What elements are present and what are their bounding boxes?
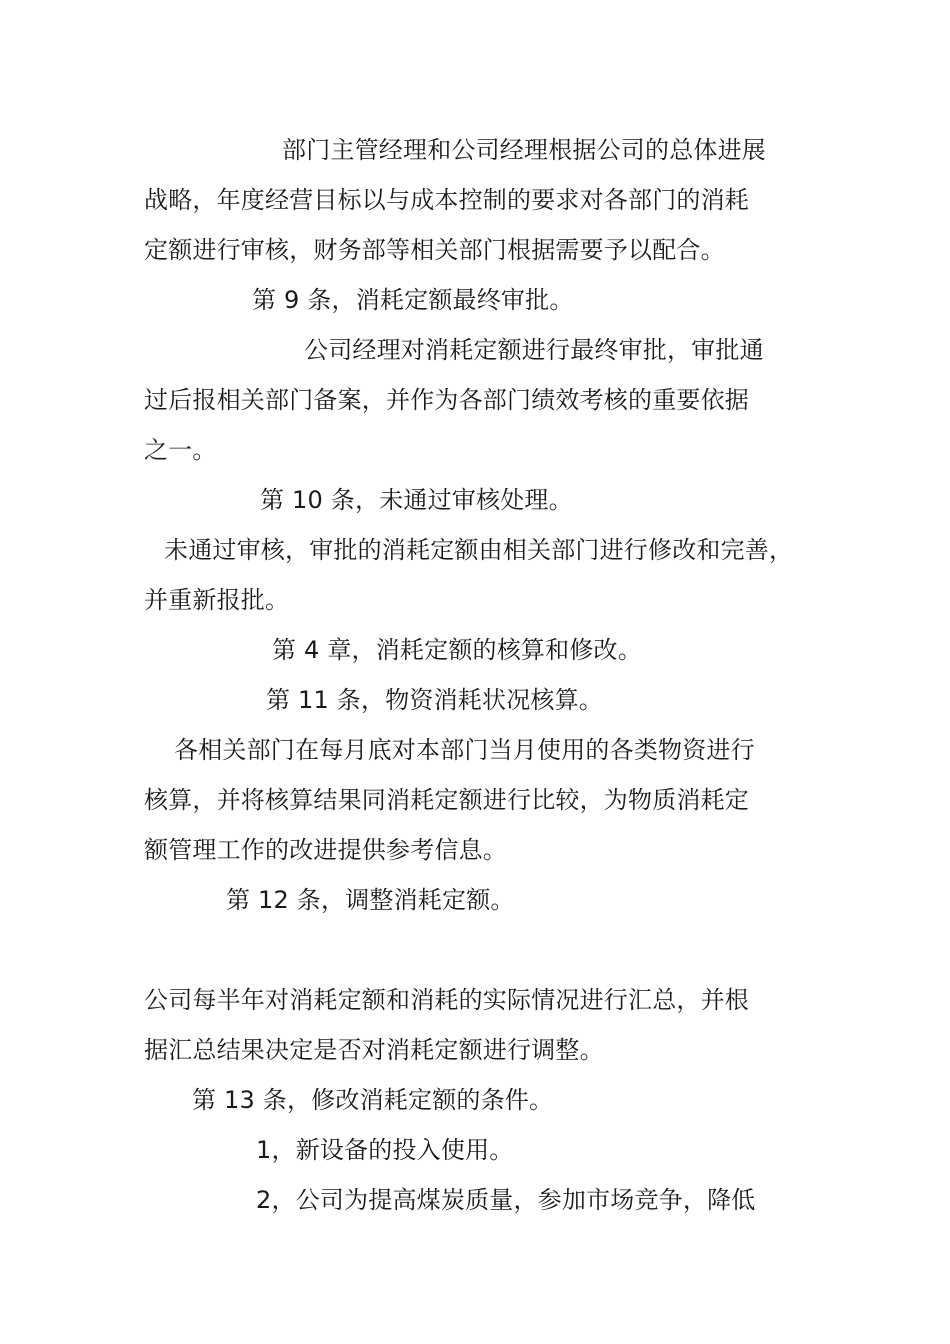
paragraph-line: 并重新报批。 (144, 586, 290, 614)
list-item: 2，公司为提高煤炭质量，参加市场竞争，降低 (256, 1186, 756, 1214)
article-heading: 第 13 条，修改消耗定额的条件。 (192, 1086, 554, 1114)
paragraph-line: 部门主管经理和公司经理根据公司的总体进展 (282, 136, 766, 164)
paragraph-line: 未通过审核，审批的消耗定额由相关部门进行修改和完善， (164, 536, 794, 564)
article-heading: 第 9 条，消耗定额最终审批。 (252, 286, 574, 314)
paragraph-line: 各相关部门在每月底对本部门当月使用的各类物资进行 (174, 736, 755, 764)
paragraph-line: 公司每半年对消耗定额和消耗的实际情况进行汇总，并根 (144, 986, 749, 1014)
paragraph-line: 公司经理对消耗定额进行最终审批，审批通 (304, 336, 764, 364)
article-heading: 第 10 条，未通过审核处理。 (260, 486, 573, 514)
article-heading: 第 12 条，调整消耗定额。 (226, 886, 515, 914)
paragraph-line: 核算，并将核算结果同消耗定额进行比较，为物质消耗定 (144, 786, 749, 814)
article-heading: 第 11 条，物资消耗状况核算。 (266, 686, 603, 714)
paragraph-line: 据汇总结果决定是否对消耗定额进行调整。 (144, 1036, 604, 1064)
paragraph-line: 过后报相关部门备案，并作为各部门绩效考核的重要依据 (144, 386, 749, 414)
paragraph-line: 战略，年度经营目标以与成本控制的要求对各部门的消耗 (144, 186, 749, 214)
paragraph-line: 额管理工作的改进提供参考信息。 (144, 836, 507, 864)
chapter-heading: 第 4 章，消耗定额的核算和修改。 (272, 636, 642, 664)
paragraph-line: 之一。 (144, 436, 217, 464)
paragraph-line: 定额进行审核，财务部等相关部门根据需要予以配合。 (144, 236, 725, 264)
list-item: 1，新设备的投入使用。 (256, 1136, 514, 1164)
